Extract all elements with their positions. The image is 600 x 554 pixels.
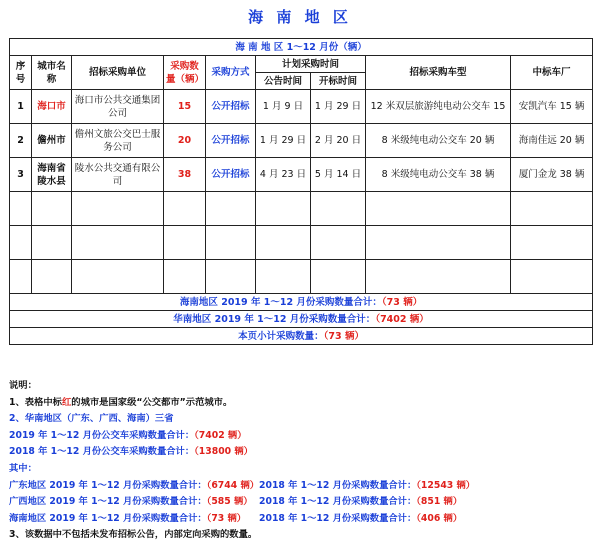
- header-open: 开标时间: [311, 73, 366, 90]
- note-2018-total: 2018 年 1～12 月份公交车采购数量合计：（13800 辆）: [9, 446, 253, 458]
- note-2019-total: 2019 年 1～12 月份公交车采购数量合计：（7402 辆）: [9, 429, 247, 441]
- page-title: 海 南 地 区: [248, 8, 352, 26]
- header-plan-time: 计划采购时间: [256, 56, 366, 73]
- summary-hainan: 海南地区 2019 年 1～12 月份采购数量合计：（73 辆）: [10, 294, 593, 311]
- city-cell: 海南省陵水县: [32, 158, 72, 192]
- table-row: 1 海口市 海口市公共交通集团公司 15 公开招标 1 月 9 日 1 月 29 日 12 米双层旅游纯电动公交车 15 安凯汽车 15 辆: [10, 90, 593, 124]
- region-row-guangdong: 广东地区 2019 年 1～12 月份采购数量合计：（6744 辆） 2018 年 1～12 月份采购数量合计：（12543 辆）: [9, 479, 476, 491]
- empty-row: [10, 192, 593, 226]
- header-model: 招标采购车型: [366, 56, 511, 90]
- notes-section: [9, 378, 594, 544]
- table-caption: 海 南 地 区 1～12 月份（辆）: [10, 39, 593, 56]
- procurement-table: [9, 38, 593, 345]
- summary-huanan: 华南地区 2019 年 1～12 月份采购数量合计：（7402 辆）: [10, 311, 593, 328]
- note-3: 3、该数据中不包括未发布招标公告，内部定向采购的数量。: [9, 529, 258, 541]
- header-winner: 中标车厂: [511, 56, 593, 90]
- region-row-guangxi: 广西地区 2019 年 1～12 月份采购数量合计：（585 辆） 2018 年 1～12 月份采购数量合计：（851 辆）: [9, 496, 463, 508]
- summary-page: 本页小计采购数量：（73 辆）: [10, 328, 593, 345]
- empty-row: [10, 260, 593, 294]
- notes-heading: 说明：: [9, 380, 37, 391]
- header-unit: 招标采购单位: [72, 56, 164, 90]
- header-city: 城市名称: [32, 56, 72, 90]
- city-cell: 儋州市: [32, 124, 72, 158]
- header-qty: 采购数量（辆）: [164, 56, 206, 90]
- table-row: 3 海南省陵水县 陵水公共交通有限公司 38 公开招标 4 月 23 日 5 月 14 日 8 米级纯电动公交车 38 辆 厦门金龙 38 辆: [10, 158, 593, 192]
- header-announce: 公告时间: [256, 73, 311, 90]
- note-2: 2、华南地区（广东、广西、海南）三省: [9, 413, 174, 425]
- city-cell: 海口市: [32, 90, 72, 124]
- empty-row: [10, 226, 593, 260]
- note-1: 1、表格中标红的城市是国家级“公交都市”示范城市。: [9, 396, 233, 408]
- note-among: 其中：: [9, 462, 37, 474]
- header-method: 采购方式: [206, 56, 256, 90]
- region-row-hainan: 海南地区 2019 年 1～12 月份采购数量合计：（73 辆） 2018 年 1～12 月份采购数量合计：（406 辆）: [9, 512, 463, 524]
- header-seq: 序号: [10, 56, 32, 90]
- table-row: 2 儋州市 儋州文旅公交巴士服务公司 20 公开招标 1 月 29 日 2 月 20 日 8 米级纯电动公交车 20 辆 海南佳远 20 辆: [10, 124, 593, 158]
